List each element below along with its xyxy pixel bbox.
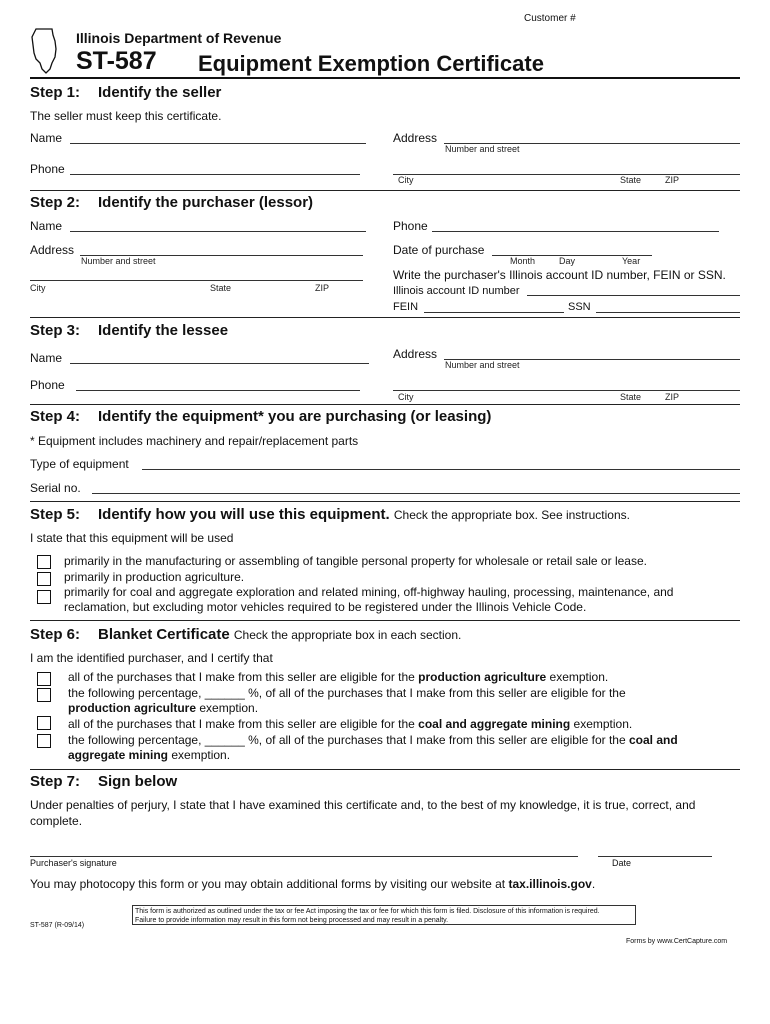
step3-title: Identify the lessee xyxy=(98,322,229,339)
serial-number-field[interactable] xyxy=(92,493,740,494)
perjury-statement-line1: Under penalties of perjury, I state that I have examined this certificate and, to the best of my knowledge, it is true, correct, and xyxy=(30,798,696,812)
form-revision: ST-587 (R-09/14) xyxy=(30,922,85,929)
step5-title xyxy=(98,506,630,523)
step2-number: Step 2: xyxy=(30,194,81,211)
seller-address-label: Address xyxy=(393,131,438,145)
purchaser-phone-label: Phone xyxy=(393,219,428,233)
lessee-city-state-zip-field[interactable] xyxy=(393,390,740,391)
photocopy-end: . xyxy=(591,877,596,891)
photocopy-text: You may photocopy this form or you may obtain additional forms by visiting our website at xyxy=(30,877,509,891)
o1-end: exemption. xyxy=(546,670,609,684)
seller-city-label: City xyxy=(398,175,414,185)
production-agriculture-checkbox[interactable] xyxy=(37,572,51,586)
purchaser-name-field[interactable] xyxy=(70,231,366,232)
fein-label: FEIN xyxy=(393,301,419,313)
o1-text: all of the purchases that I make from this seller are eligible for the xyxy=(68,670,419,684)
purchaser-city-state-zip-field[interactable] xyxy=(30,280,363,281)
ssn-field[interactable] xyxy=(596,312,740,313)
notice-line1: This form is authorized as outlined under the tax or fee Act imposing the tax or fee for which this form is filed. Disclosure of this information is required. xyxy=(135,908,600,915)
divider xyxy=(30,190,740,191)
seller-name-field[interactable] xyxy=(70,143,366,144)
purchaser-city-label: City xyxy=(30,283,46,293)
month-label: Month xyxy=(510,256,536,266)
step7-number: Step 7: xyxy=(30,773,81,790)
header-rule xyxy=(30,77,740,79)
seller-state-label: State xyxy=(620,175,642,185)
notice-line2: Failure to provide information may result in this form not being processed and may result in a penalty. xyxy=(135,917,449,924)
percent-coal-mining-checkbox[interactable] xyxy=(37,734,51,748)
o4-end: exemption. xyxy=(168,748,231,762)
step4-title: Identify the equipment* you are purchasing (or leasing) xyxy=(98,408,492,425)
purchaser-name-label: Name xyxy=(30,219,63,233)
account-id-field[interactable] xyxy=(527,295,740,296)
coal-mining-option-line2: reclamation, but excluding motor vehicles required to be registered under the Illinois Vehicle Code. xyxy=(64,600,587,614)
step6-title xyxy=(98,626,461,643)
equipment-type-label: Type of equipment xyxy=(30,457,129,471)
divider xyxy=(30,620,740,621)
manufacturing-option: primarily in the manufacturing or assembling of tangible personal property for wholesale or retail sale or lease. xyxy=(64,554,647,568)
coal-mining-option-line1: primarily for coal and aggregate exploration and related mining, off-highway hauling, processing, maintenance, and xyxy=(64,585,674,599)
percent-coal-mining-line1 xyxy=(68,733,678,749)
all-coal-mining-option xyxy=(68,717,632,733)
account-note: Write the purchaser's Illinois account ID number, FEIN or SSN. xyxy=(393,268,726,282)
step6-number: Step 6: xyxy=(30,626,81,643)
step1-note: The seller must keep this certificate. xyxy=(30,109,222,123)
step6-intro: I am the identified purchaser, and I certify that xyxy=(30,651,273,665)
website-link[interactable]: tax.illinois.gov xyxy=(508,877,592,891)
step7-title: Sign below xyxy=(98,773,178,790)
ssn-label: SSN xyxy=(568,301,591,313)
step3-number: Step 3: xyxy=(30,322,81,339)
o1-bold: production agriculture xyxy=(418,670,547,684)
lessee-number-street-label: Number and street xyxy=(445,360,520,370)
seller-name-label: Name xyxy=(30,131,63,145)
all-coal-mining-checkbox[interactable] xyxy=(37,716,51,730)
signature-label: Purchaser's signature xyxy=(30,858,117,868)
form-number: ST-587 xyxy=(76,47,157,75)
signature-field[interactable] xyxy=(30,856,578,857)
lessee-zip-label: ZIP xyxy=(665,392,680,402)
lessee-address-label: Address xyxy=(393,347,438,361)
account-id-label: Illinois account ID number xyxy=(393,285,520,297)
purchaser-number-street-label: Number and street xyxy=(81,256,156,266)
forms-by: Forms by www.CertCapture.com xyxy=(626,938,728,945)
percent-coal-mining-line2 xyxy=(68,748,230,764)
disclosure-notice xyxy=(132,905,636,925)
lessee-name-field[interactable] xyxy=(70,363,369,364)
date-label: Date xyxy=(612,858,632,868)
step6-title-text: Blanket Certificate xyxy=(98,626,230,643)
o3-bold: coal and aggregate mining xyxy=(418,717,571,731)
percent-production-agriculture-line1: the following percentage, ______ %, of all of the purchases that I make from this seller are eligible for the xyxy=(68,686,626,700)
lessee-name-label: Name xyxy=(30,351,63,365)
seller-zip-label: ZIP xyxy=(665,175,680,185)
seller-phone-field[interactable] xyxy=(70,174,360,175)
purchaser-phone-field[interactable] xyxy=(432,231,719,232)
step1-number: Step 1: xyxy=(30,84,81,101)
date-field[interactable] xyxy=(598,856,712,857)
step2-title: Identify the purchaser (lessor) xyxy=(98,194,314,211)
o2-bold: production agriculture xyxy=(68,701,197,715)
perjury-statement-line2: complete. xyxy=(30,814,83,828)
purchaser-zip-label: ZIP xyxy=(315,283,330,293)
purchase-date-label: Date of purchase xyxy=(393,243,485,257)
step5-intro: I state that this equipment will be used xyxy=(30,531,234,545)
divider xyxy=(30,317,740,318)
seller-number-street-label: Number and street xyxy=(445,144,520,154)
o3-text: all of the purchases that I make from this seller are eligible for the xyxy=(68,717,419,731)
fein-field[interactable] xyxy=(424,312,564,313)
seller-phone-label: Phone xyxy=(30,162,65,176)
divider xyxy=(30,769,740,770)
day-label: Day xyxy=(559,256,576,266)
lessee-city-label: City xyxy=(398,392,414,402)
lessee-phone-label: Phone xyxy=(30,378,65,392)
all-production-agriculture-checkbox[interactable] xyxy=(37,672,51,686)
photocopy-note xyxy=(30,877,595,891)
purchaser-state-label: State xyxy=(210,283,232,293)
equipment-type-field[interactable] xyxy=(142,469,740,470)
percent-production-agriculture-line2 xyxy=(68,701,258,717)
step5-title-text: Identify how you will use this equipment. xyxy=(98,506,390,523)
production-agriculture-option: primarily in production agriculture. xyxy=(64,570,245,584)
o4-bold2: aggregate mining xyxy=(68,748,169,762)
lessee-phone-field[interactable] xyxy=(76,390,360,391)
form-title: Equipment Exemption Certificate xyxy=(198,51,544,76)
step1-title: Identify the seller xyxy=(98,84,222,101)
lessee-state-label: State xyxy=(620,392,642,402)
purchaser-address-label: Address xyxy=(30,243,75,257)
step6-instruction: Check the appropriate box in each section. xyxy=(233,628,462,642)
divider xyxy=(30,501,740,502)
manufacturing-checkbox[interactable] xyxy=(37,555,51,569)
divider xyxy=(30,404,740,405)
step4-number: Step 4: xyxy=(30,408,81,425)
seller-city-state-zip-field[interactable] xyxy=(393,174,740,175)
percent-production-agriculture-checkbox[interactable] xyxy=(37,688,51,702)
year-label: Year xyxy=(622,256,641,266)
serial-number-label: Serial no. xyxy=(30,481,81,495)
customer-number-label: Customer # xyxy=(524,13,576,24)
o3-end: exemption. xyxy=(570,717,633,731)
equipment-footnote: * Equipment includes machinery and repair/replacement parts xyxy=(30,434,359,448)
step5-instruction: Check the appropriate box. See instructions. xyxy=(393,508,630,522)
step5-number: Step 5: xyxy=(30,506,81,523)
o2-end: exemption. xyxy=(196,701,259,715)
agency-name: Illinois Department of Revenue xyxy=(76,30,282,46)
o4-text: the following percentage, ______ %, of all of the purchases that I make from this seller are eligible for the xyxy=(68,733,629,747)
coal-mining-checkbox[interactable] xyxy=(37,590,51,604)
illinois-map-icon xyxy=(30,27,60,75)
o4-bold: coal and xyxy=(628,733,678,747)
all-production-agriculture-option xyxy=(68,670,608,686)
